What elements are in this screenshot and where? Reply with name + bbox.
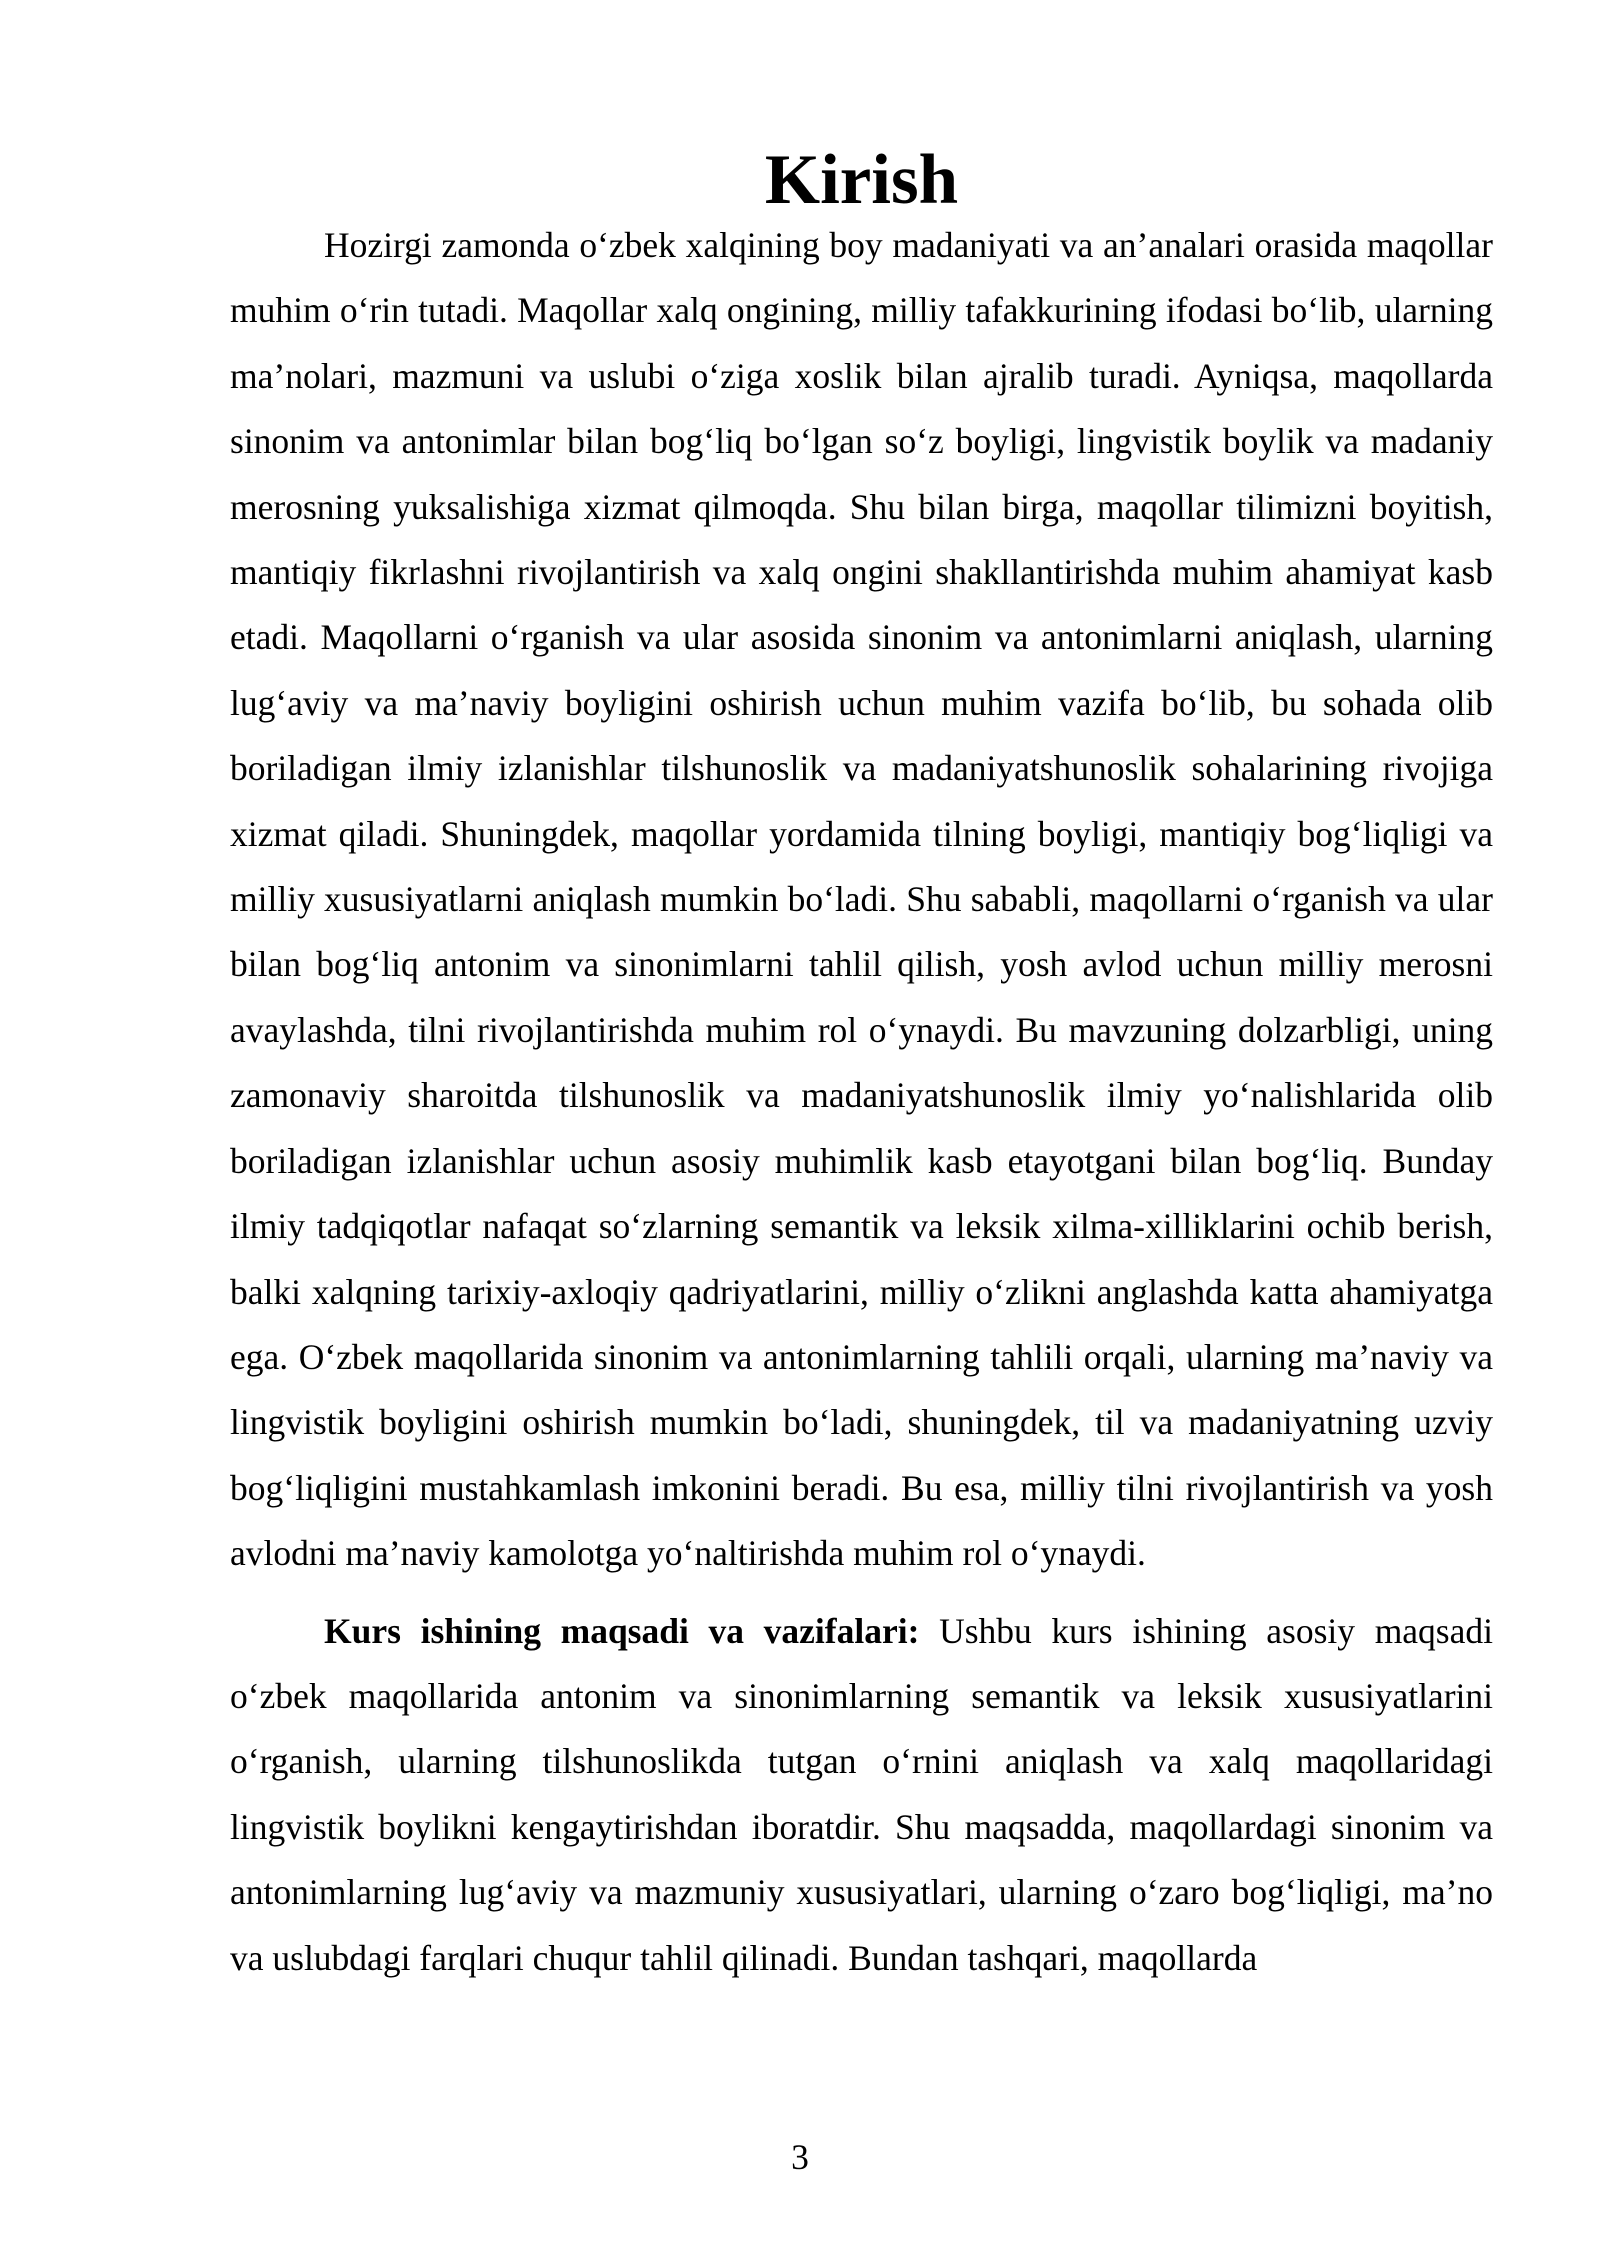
paragraph-lead: Kurs ishining maqsadi va vazifalari: [324, 1610, 920, 1651]
intro-paragraph [230, 213, 1493, 1587]
goals-paragraph [230, 1599, 1493, 1991]
paragraph-text: Ushbu kurs ishining asosiy maqsadi o‘zbek maqollarida antonim va sinonimlarning semantik va leksik xususiyatlarini o‘rganish, ularning tilshunoslikda tutgan o‘rnini aniqlash va xalq maqollaridagi lingvistik boylikni kengaytirishdan iboratdir. Shu maqsadda, maqollardagi sinonim va antonimlarning lug‘aviy va mazmuniy xususiyatlari, ularning o‘zaro bog‘liqligi, ma’no va uslubdagi farqlari chuqur tahlil qilinadi. Bundan tashqari, maqollarda [230, 1610, 1493, 1978]
page-number: 3 [791, 2137, 809, 2177]
paragraph-text: Hozirgi zamonda o‘zbek xalqining boy madaniyati va an’analari orasida maqollar muhim o‘rin tutadi. Maqollar xalq ongining, milliy tafakkurining ifodasi bo‘lib, ularning ma’nolari, mazmuni va uslubi o‘ziga xoslik bilan ajralib turadi. Ayniqsa, maqollarda sinonim va antonimlar bilan bog‘liq bo‘lgan so‘z boyligi, lingvistik boylik va madaniy merosning yuksalishiga xizmat qilmoqda. Shu bilan birga, maqollar tilimizni boyitish, mantiqiy fikrlashni rivojlantirish va xalq ongini shakllantirishda muhim ahamiyat kasb etadi. Maqollarni o‘rganish va ular asosida sinonim va antonimlarni aniqlash, ularning lug‘aviy va ma’naviy boyligini oshirish uchun muhim vazifa bo‘lib, bu sohada olib boriladigan ilmiy izlanishlar tilshunoslik va madaniyatshunoslik sohalarining rivojiga xizmat qiladi. Shuningdek, maqollar yordamida tilning boyligi, mantiqiy bog‘liqligi va milliy xususiyatlarni aniqlash mumkin bo‘ladi. Shu sababli, maqollarni o‘rganish va ular bilan bog‘liq antonim va sinonimlarni tahlil qilish, yosh avlod uchun milliy merosni avaylashda, tilni rivojlantirishda muhim rol o‘ynaydi. Bu mavzuning dolzarbligi, uning zamonaviy sharoitda tilshunoslik va madaniyatshunoslik ilmiy yo‘nalishlarida olib boriladigan izlanishlar uchun asosiy muhimlik kasb etayotgani bilan bog‘liq. Bunday ilmiy tadqiqotlar nafaqat so‘zlarning semantik va leksik xilma-xilliklarini ochib berish, balki xalqning tarixiy-axloqiy qadriyatlarini, milliy o‘zlikni anglashda katta ahamiyatga ega. O‘zbek maqollarida sinonim va antonimlarning tahlili orqali, ularning ma’naviy va lingvistik boyligini oshirish mumkin bo‘ladi, shuningdek, til va madaniyatning uzviy bog‘liqligini mustahkamlash imkonini beradi. Bu esa, milliy tilni rivojlantirish va yosh avlodni ma’naviy kamolotga yo‘naltirishda muhim rol o‘ynaydi. [230, 225, 1493, 1574]
section-heading: Kirish [764, 141, 959, 219]
page-body [230, 141, 1493, 1991]
